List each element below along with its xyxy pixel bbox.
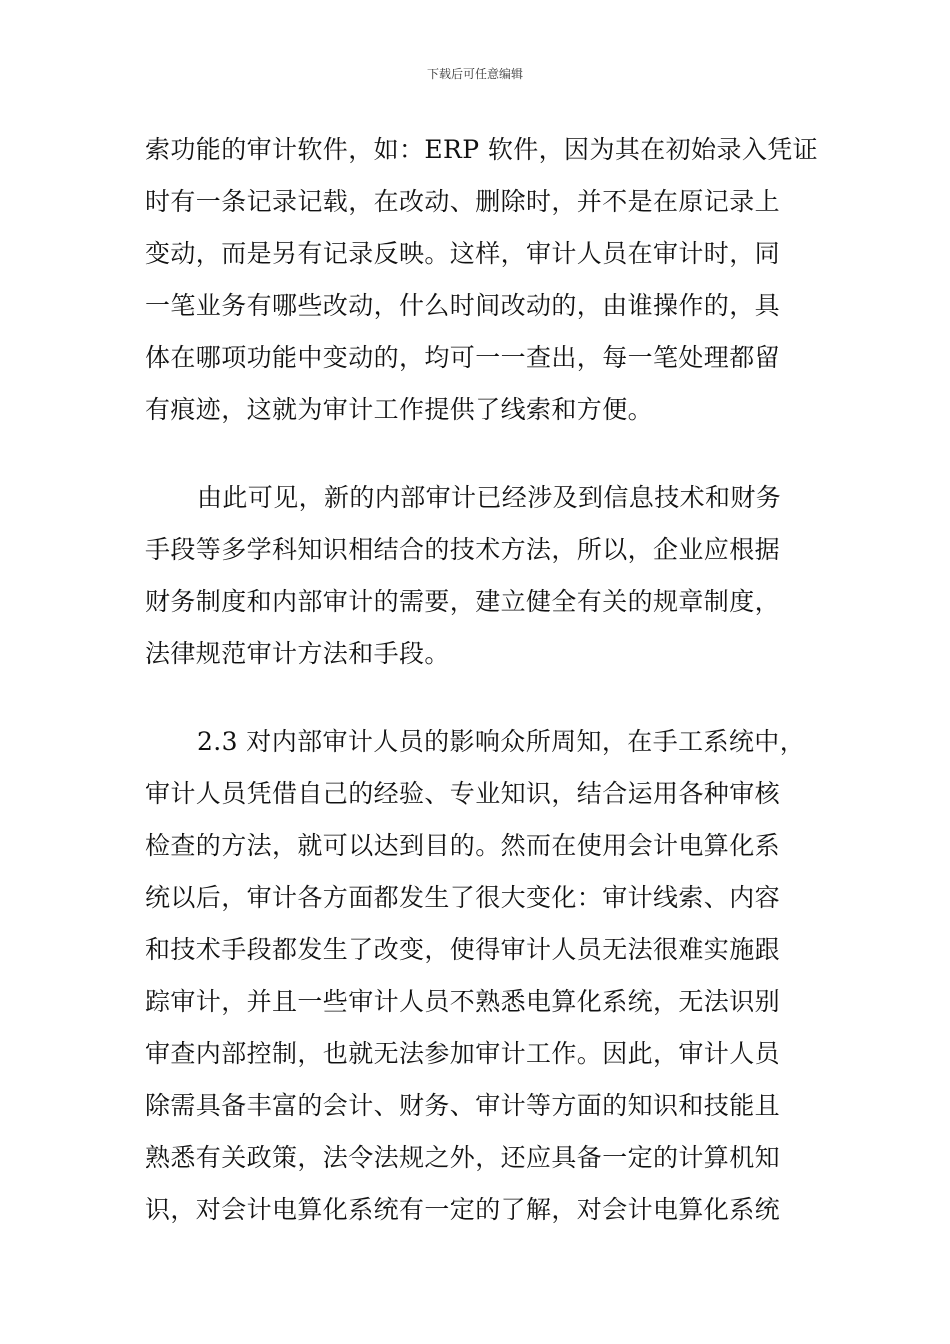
paragraph-line: 体在哪项功能中变动的，均可一一查出，每一笔处理都留: [145, 343, 781, 372]
header-note: 下载后可任意编辑: [426, 67, 523, 81]
paragraph-line: 财务制度和内部审计的需要，建立健全有关的规章制度，: [145, 587, 781, 616]
paragraph-1: [145, 124, 819, 436]
paragraph-line: 识，对会计电算化系统有一定的了解，对会计电算化系统: [145, 1195, 781, 1224]
paragraph-line: 2.3 对内部审计人员的影响众所周知，在手工系统中，: [197, 727, 806, 756]
paragraph-line: 有痕迹，这就为审计工作提供了线索和方便。: [145, 395, 654, 424]
paragraph-line: 审计人员凭借自己的经验、专业知识，结合运用各种审核: [145, 779, 781, 808]
paragraph-line: 变动，而是另有记录反映。这样，审计人员在审计时，同: [145, 239, 781, 268]
paragraph-2: [145, 472, 807, 680]
paragraph-line: 法律规范审计方法和手段。: [145, 639, 450, 668]
paragraph-line: 索功能的审计软件，如：ERP 软件，因为其在初始录入凭证: [145, 135, 819, 164]
paragraph-line: 由此可见，新的内部审计已经涉及到信息技术和财务: [197, 483, 782, 512]
paragraph-line: 审查内部控制，也就无法参加审计工作。因此，审计人员: [145, 1039, 781, 1068]
paragraph-line: 时有一条记录记载，在改动、删除时，并不是在原记录上: [145, 187, 781, 216]
paragraph-line: 手段等多学科知识相结合的技术方法，所以，企业应根据: [145, 535, 781, 564]
paragraph-line: 除需具备丰富的会计、财务、审计等方面的知识和技能且: [145, 1091, 781, 1120]
paragraph-line: 踪审计，并且一些审计人员不熟悉电算化系统，无法识别: [145, 987, 781, 1016]
paragraph-line: 检查的方法，就可以达到目的。然而在使用会计电算化系: [145, 831, 781, 860]
paragraph-line: 和技术手段都发生了改变，使得审计人员无法很难实施跟: [145, 935, 781, 964]
paragraph-3: [145, 716, 807, 1236]
paragraph-line: 统以后，审计各方面都发生了很大变化：审计线索、内容: [145, 883, 781, 912]
paragraph-line: 一笔业务有哪些改动，什么时间改动的，由谁操作的，具: [145, 291, 781, 320]
paragraph-line: 熟悉有关政策，法令法规之外，还应具备一定的计算机知: [145, 1143, 781, 1172]
